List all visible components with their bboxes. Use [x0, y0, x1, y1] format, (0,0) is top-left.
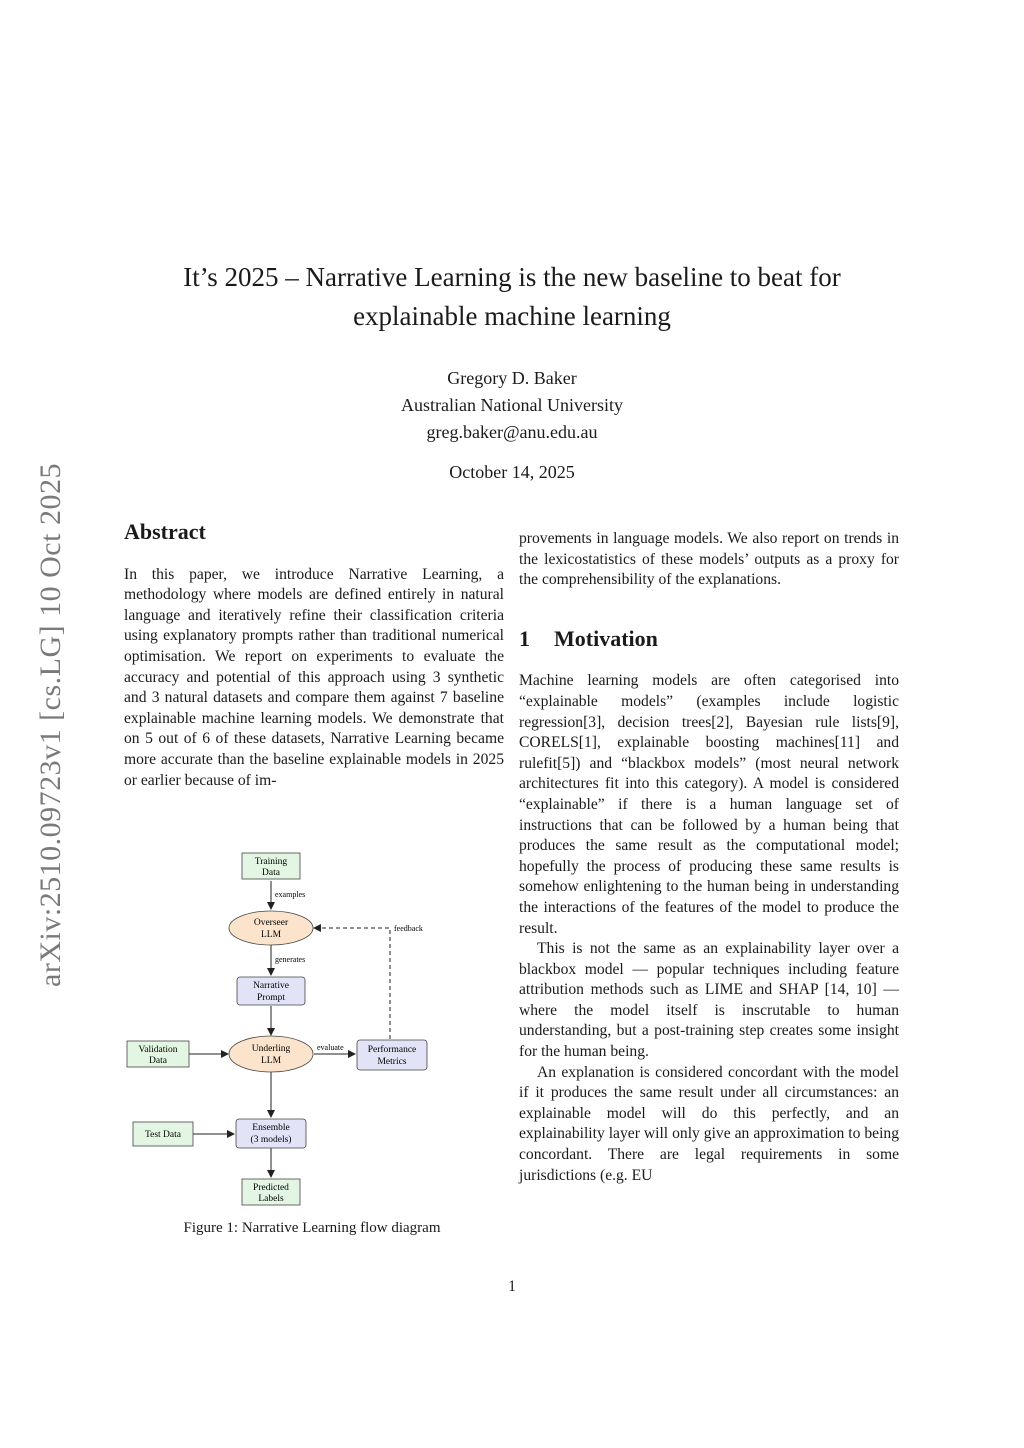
- figure-caption: Figure 1: Narrative Learning flow diagram: [183, 1220, 441, 1236]
- motivation-paragraph-1: Machine learning models are often categorised into “explainable models” (examples include logistic regression[3], decision trees[2], Bayesian rule lists[9], CORELS[1], explainable boosting machines[11] and rulefit[5]) and “blackbox models” (most neural network architectures fit into this category). A model is considered “explainable” if there is a human language set of instructions that can be followed by a human being that produces the same result as the computational model; hopefully the process of producing these same results is somehow enlightening to the human being in understanding the interactions of the features of the model to produce the result.: [519, 672, 899, 937]
- edge-label-feedback: feedback: [394, 924, 423, 933]
- node-narrative-prompt: [237, 977, 305, 1005]
- title-line-1: It’s 2025 – Narrative Learning is the new baseline to beat for: [183, 262, 841, 292]
- author-affiliation: Australian National University: [401, 395, 623, 415]
- svg-text:Overseer: Overseer: [253, 918, 289, 928]
- abstract-continuation: provements in language models. We also report on trends in the lexicostatistics of these models’ outputs as a proxy for the comprehensibility of the explanations.: [519, 530, 899, 589]
- abstract-heading: Abstract: [124, 519, 206, 544]
- edge-metrics-feedback: [314, 928, 390, 1039]
- svg-text:LLM: LLM: [260, 1056, 282, 1066]
- node-validation-data: [127, 1041, 189, 1067]
- arxiv-id: arXiv:2510.09723v1 [cs.LG] 10 Oct 2025: [34, 463, 67, 987]
- svg-text:Narrative: Narrative: [253, 981, 289, 991]
- svg-text:Training: Training: [254, 857, 288, 867]
- svg-text:Performance: Performance: [367, 1045, 417, 1055]
- paper-date: October 14, 2025: [449, 462, 575, 482]
- author-name: Gregory D. Baker: [447, 368, 577, 388]
- author-email: greg.baker@anu.edu.au: [426, 422, 598, 442]
- paper-title: [120, 258, 904, 336]
- edge-label-examples: examples: [275, 890, 306, 899]
- svg-text:LLM: LLM: [260, 930, 282, 940]
- section-number: 1: [519, 625, 530, 651]
- title-line-2: explainable machine learning: [353, 301, 671, 331]
- figure-1: [120, 848, 504, 1208]
- svg-text:Metrics: Metrics: [377, 1057, 407, 1067]
- abstract-block: [124, 519, 504, 791]
- svg-text:Data: Data: [262, 868, 280, 878]
- node-overseer-llm: [229, 911, 313, 945]
- arxiv-sidebar-stamp: [26, 430, 76, 1020]
- section-1-heading: [519, 625, 899, 651]
- flow-diagram: [120, 848, 504, 1208]
- node-performance-metrics: [357, 1040, 427, 1070]
- motivation-paragraph-2: This is not the same as an explainability layer over a blackbox model — popular techniques including feature attribution methods such as LIME and SHAP [14, 10] — where the model itself is inscrutable to human understanding, but a post-training step creates some insight for the human being.: [519, 940, 899, 1061]
- node-predicted-labels: [242, 1179, 300, 1205]
- svg-text:Labels: Labels: [258, 1194, 284, 1204]
- svg-text:Predicted: Predicted: [253, 1183, 289, 1193]
- motivation-paragraph-3: An explanation is considered concordant with the model if it produces the same result under all circumstances: an explainable model will do this perfectly, and an explainability layer will only give an approximation to being concordant. There are legal requirements in some jurisdictions (e.g. EU: [519, 1063, 899, 1184]
- node-ensemble: [236, 1119, 306, 1148]
- edge-label-generates: generates: [275, 955, 306, 964]
- section-title: Motivation: [554, 625, 658, 651]
- page-number: 1: [508, 1278, 516, 1295]
- svg-text:Data: Data: [149, 1056, 167, 1066]
- node-training-data: [242, 853, 300, 879]
- svg-text:Validation: Validation: [138, 1045, 178, 1055]
- svg-text:Underling: Underling: [251, 1044, 291, 1054]
- svg-text:Test Data: Test Data: [144, 1130, 182, 1140]
- svg-text:Ensemble: Ensemble: [252, 1123, 290, 1133]
- svg-text:Prompt: Prompt: [257, 993, 285, 1003]
- svg-text:(3 models): (3 models): [250, 1135, 292, 1145]
- abstract-text: In this paper, we introduce Narrative Learning, a methodology where models are defined entirely in natural language and iteratively refine their classification criteria using explanatory prompts rather than traditional numerical optimisation. We report on experiments to evaluate the accuracy and potential of this approach using 3 synthetic and 3 natural datasets and compare them against 7 baseline explainable machine learning models. We demonstrate that on 5 out of 6 of these datasets, Narrative Learning became more accurate than the baseline explainable models in 2025 or earlier because of im-: [124, 565, 504, 789]
- edge-label-evaluate: evaluate: [317, 1043, 344, 1052]
- node-underling-llm: [229, 1036, 313, 1072]
- node-test-data: [133, 1122, 193, 1146]
- right-column: [519, 529, 899, 1186]
